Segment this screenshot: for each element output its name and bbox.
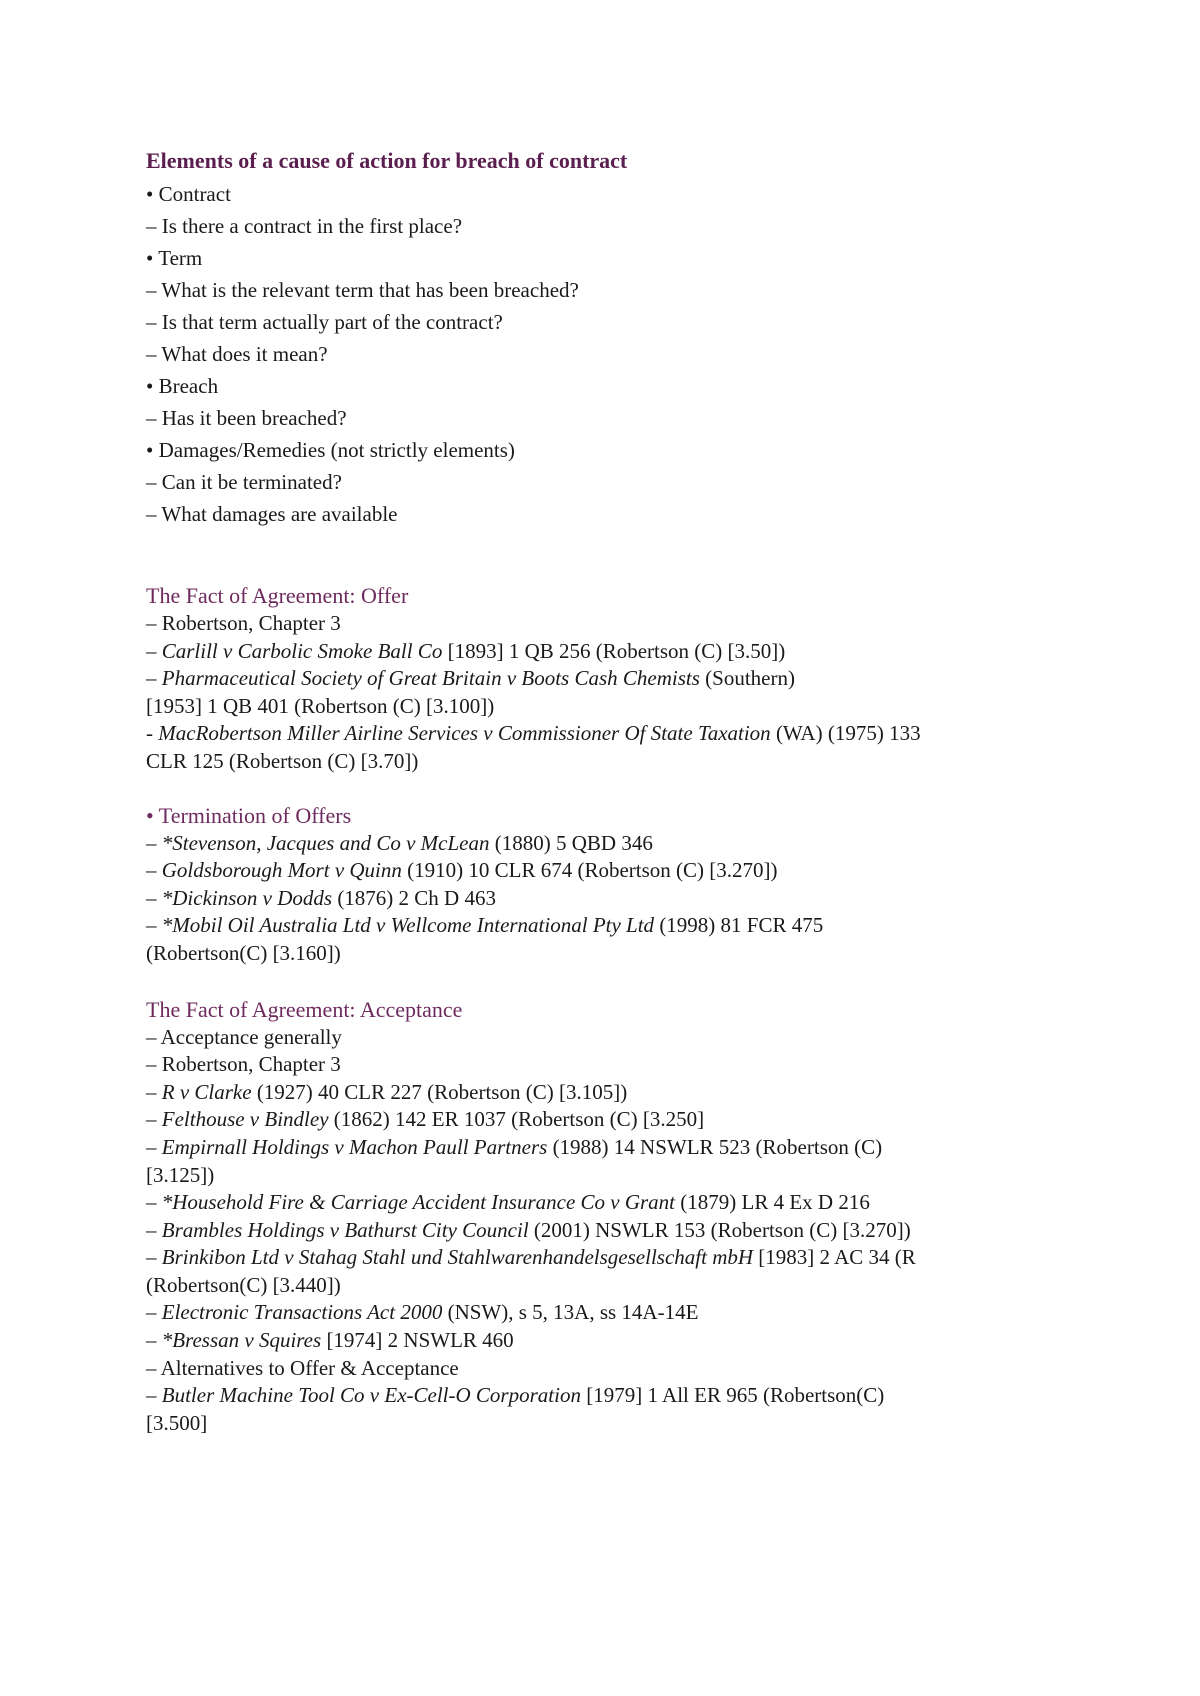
citation: (WA) (1975) 133 <box>770 721 921 746</box>
citation-continued: CLR 125 (Robertson (C) [3.70]) <box>146 748 419 773</box>
dash: – <box>146 885 162 910</box>
dash: - <box>146 721 159 746</box>
case-name: Brinkibon Ltd v Stahag Stahl und Stahlwarenhandelsgesellschaft mbH <box>161 1245 754 1270</box>
citation: [1893] 1 QB 256 (Robertson (C) [3.50]) <box>442 638 786 663</box>
section-heading: Elements of a cause of action for breach of contract <box>146 148 628 173</box>
list-item: – Is there a contract in the first place? <box>146 214 463 238</box>
list-item: – Has it been breached? <box>146 406 347 430</box>
list-item: • Breach <box>146 374 219 398</box>
case-name: *Stevenson, Jacques and Co v McLean <box>161 830 490 855</box>
list-item: • Term <box>146 246 203 270</box>
list-item: – Acceptance generally <box>146 1024 342 1049</box>
section-heading: The Fact of Agreement: Acceptance <box>146 996 463 1022</box>
case-citation <box>146 1382 1066 1410</box>
list-item: – Can it be terminated? <box>146 470 342 494</box>
citation-continued: (Robertson(C) [3.440]) <box>146 1272 341 1297</box>
case-name: *Bressan v Squires <box>161 1328 322 1353</box>
list-item: – What damages are available <box>146 502 398 526</box>
citation: (1862) 142 ER 1037 (Robertson (C) [3.250] <box>328 1107 705 1132</box>
citation-continued: [3.500] <box>146 1410 208 1435</box>
case-citation <box>146 830 1066 858</box>
case-name: MacRobertson Miller Airline Services v Commissioner Of State Taxation <box>158 721 771 746</box>
list-item: – What is the relevant term that has been breached? <box>146 278 579 302</box>
case-name: Empirnall Holdings v Machon Paull Partners <box>161 1134 548 1159</box>
acceptance-section <box>146 996 1066 1438</box>
case-name: Electronic Transactions Act 2000 <box>161 1300 443 1325</box>
case-name: Felthouse v Bindley <box>161 1107 329 1132</box>
citation: (1998) 81 FCR 475 <box>654 913 824 938</box>
citation: (1880) 5 QBD 346 <box>489 830 653 855</box>
case-citation <box>146 1106 1066 1134</box>
list-item: – Alternatives to Offer & Acceptance <box>146 1355 459 1380</box>
dash: – <box>146 1217 162 1242</box>
dash: – <box>146 1107 162 1132</box>
case-citation <box>146 638 1066 666</box>
citation: [1979] 1 All ER 965 (Robertson(C) <box>580 1383 885 1408</box>
case-citation <box>146 1189 1066 1217</box>
dash: – <box>146 1383 162 1408</box>
citation: (Southern) <box>699 666 795 691</box>
citation-continued: [3.125]) <box>146 1162 215 1187</box>
case-name: Brambles Holdings v Bathurst City Council <box>161 1217 529 1242</box>
dash: – <box>146 830 162 855</box>
list-item: – What does it mean? <box>146 342 328 366</box>
case-citation <box>146 1134 1066 1162</box>
list-item: • Damages/Remedies (not strictly elements) <box>146 438 515 462</box>
citation: [1974] 2 NSWLR 460 <box>321 1328 514 1353</box>
citation: [1983] 2 AC 34 (R <box>753 1245 916 1270</box>
citation-continued: (Robertson(C) [3.160]) <box>146 940 341 965</box>
case-name: *Household Fire & Carriage Accident Insurance Co v Grant <box>161 1190 676 1215</box>
dash: – <box>146 858 162 883</box>
case-citation <box>146 1079 1066 1107</box>
citation: (1988) 14 NSWLR 523 (Robertson (C) <box>547 1134 883 1159</box>
dash: – <box>146 1245 162 1270</box>
case-citation <box>146 857 1066 885</box>
dash: – <box>146 1134 162 1159</box>
case-name: R v Clarke <box>161 1079 252 1104</box>
citation: (1910) 10 CLR 674 (Robertson (C) [3.270]) <box>401 858 778 883</box>
citation: (1876) 2 Ch D 463 <box>332 885 496 910</box>
case-citation <box>146 885 1066 913</box>
case-name: Pharmaceutical Society of Great Britain v Boots Cash Chemists <box>161 666 700 691</box>
dash: – <box>146 1079 162 1104</box>
dash: – <box>146 638 162 663</box>
dash: – <box>146 1190 162 1215</box>
document-body <box>146 146 1066 1437</box>
section-heading: The Fact of Agreement: Offer <box>146 583 409 608</box>
section-heading: • Termination of Offers <box>146 802 352 828</box>
list-item: – Robertson, Chapter 3 <box>146 1052 341 1077</box>
case-name: Goldsborough Mort v Quinn <box>161 858 402 883</box>
case-name: *Dickinson v Dodds <box>161 885 333 910</box>
case-citation <box>146 720 1066 748</box>
dash: – <box>146 1300 162 1325</box>
offer-section <box>146 582 1066 776</box>
case-name: Carlill v Carbolic Smoke Ball Co <box>161 638 443 663</box>
case-citation <box>146 1299 1066 1327</box>
citation: (2001) NSWLR 153 (Robertson (C) [3.270]) <box>528 1217 911 1242</box>
case-name: *Mobil Oil Australia Ltd v Wellcome International Pty Ltd <box>161 913 655 938</box>
dash: – <box>146 666 162 691</box>
case-citation <box>146 1327 1066 1355</box>
case-name: Butler Machine Tool Co v Ex-Cell-O Corporation <box>161 1383 581 1408</box>
list-item: – Robertson, Chapter 3 <box>146 611 341 635</box>
case-citation <box>146 912 1066 940</box>
dash: – <box>146 913 162 938</box>
elements-section <box>146 146 1066 530</box>
case-citation <box>146 665 1066 693</box>
case-citation <box>146 1217 1066 1245</box>
termination-section <box>146 802 1066 968</box>
citation-continued: [1953] 1 QB 401 (Robertson (C) [3.100]) <box>146 693 495 718</box>
list-item: • Contract <box>146 182 231 206</box>
dash: – <box>146 1328 162 1353</box>
citation: (1927) 40 CLR 227 (Robertson (C) [3.105]) <box>251 1079 628 1104</box>
list-item: – Is that term actually part of the contract? <box>146 310 503 334</box>
citation: (1879) LR 4 Ex D 216 <box>675 1190 870 1215</box>
case-citation <box>146 1244 1066 1272</box>
citation: (NSW), s 5, 13A, ss 14A-14E <box>442 1300 699 1325</box>
